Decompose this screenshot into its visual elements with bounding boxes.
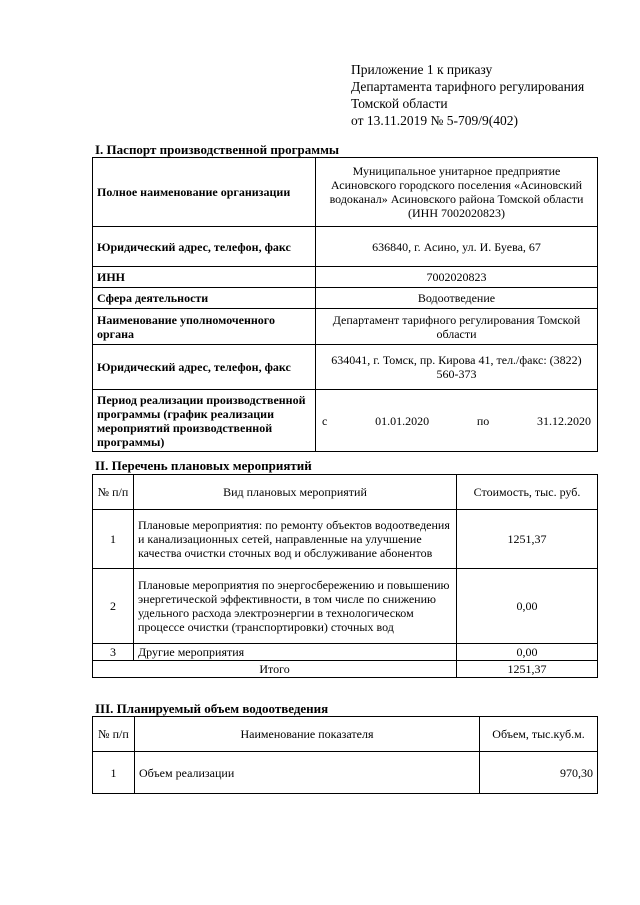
period-from-word: с (322, 413, 328, 428)
row-value: Муниципальное унитарное предприятие Асиновского городского поселения «Асиновский водоканал» Асиновского района Томской области (ИНН 7002020823) (316, 158, 598, 227)
row-value: 634041, г. Томск, пр. Кирова 41, тел./факс: (3822) 560-373 (316, 345, 598, 390)
total-cost: 1251,37 (457, 661, 598, 678)
table-row (93, 510, 598, 569)
row-value: 7002020823 (316, 267, 598, 288)
col-header-volume: Объем, тыс.куб.м. (480, 717, 598, 752)
row-label: Наименование уполномоченного органа (93, 309, 316, 345)
row-value: Водоотведение (316, 288, 598, 309)
row-name: Объем реализации (135, 752, 480, 794)
row-name: Другие мероприятия (134, 644, 457, 661)
header-line-2: Департамента тарифного регулирования (351, 79, 585, 94)
period-to-word: по (476, 413, 490, 428)
period-label: Период реализации производственной программы (график реализации мероприятий производственной программы) (93, 390, 316, 452)
row-volume: 970,30 (480, 752, 598, 794)
table-row (93, 267, 598, 288)
table-row (93, 309, 598, 345)
col-header-num: № п/п (93, 475, 134, 510)
row-cost: 0,00 (457, 569, 598, 644)
measures-table (92, 474, 598, 678)
table-row (93, 644, 598, 661)
table-header-row (93, 717, 598, 752)
row-value: 636840, г. Асино, ул. И. Буева, 67 (316, 227, 598, 267)
table-row (93, 158, 598, 227)
section-1-title: I. Паспорт производственной программы (95, 142, 340, 157)
table-row (93, 345, 598, 390)
period-to-date: 31.12.2020 (537, 413, 591, 428)
period-from-date: 01.01.2020 (375, 413, 430, 428)
total-row (93, 661, 598, 678)
volume-table (92, 716, 598, 794)
table-row (93, 227, 598, 267)
row-cost: 0,00 (457, 644, 598, 661)
order-header (351, 61, 584, 129)
row-label: ИНН (93, 267, 316, 288)
section-3-title: III. Планируемый объем водоотведения (95, 701, 329, 716)
header-line-1: Приложение 1 к приказу (351, 62, 493, 77)
header-line-4: от 13.11.2019 № 5-709/9(402) (351, 113, 518, 128)
row-name: Плановые мероприятия по энергосбережению и повышению энергетической эффективности, в том числе по снижению удельного расхода электроэнергии в технологическом процессе очистки (транспортировки) сточных вод (134, 569, 457, 644)
header-line-3: Томской области (351, 96, 448, 111)
table-header-row (93, 475, 598, 510)
row-num: 1 (93, 510, 134, 569)
col-header-num: № п/п (93, 717, 135, 752)
row-num: 3 (93, 644, 134, 661)
row-name: Плановые мероприятия: по ремонту объектов водоотведения и канализационных сетей, направленные на улучшение качества очистки сточных вод и обслуживание абонентов (134, 510, 457, 569)
total-label: Итого (93, 661, 457, 678)
row-label: Полное наименование организации (93, 158, 316, 227)
row-num: 1 (93, 752, 135, 794)
row-cost: 1251,37 (457, 510, 598, 569)
table-row (93, 288, 598, 309)
row-value: Департамент тарифного регулирования Томской области (316, 309, 598, 345)
col-header-name: Наименование показателя (135, 717, 480, 752)
passport-table (92, 157, 598, 452)
table-row (93, 390, 598, 452)
period-value (316, 390, 598, 452)
row-label: Сфера деятельности (93, 288, 316, 309)
section-2-title: II. Перечень плановых мероприятий (95, 458, 312, 473)
table-row (93, 569, 598, 644)
col-header-cost: Стоимость, тыс. руб. (457, 475, 598, 510)
table-row (93, 752, 598, 794)
row-num: 2 (93, 569, 134, 644)
row-label: Юридический адрес, телефон, факс (93, 227, 316, 267)
col-header-name: Вид плановых мероприятий (134, 475, 457, 510)
row-label: Юридический адрес, телефон, факс (93, 345, 316, 390)
